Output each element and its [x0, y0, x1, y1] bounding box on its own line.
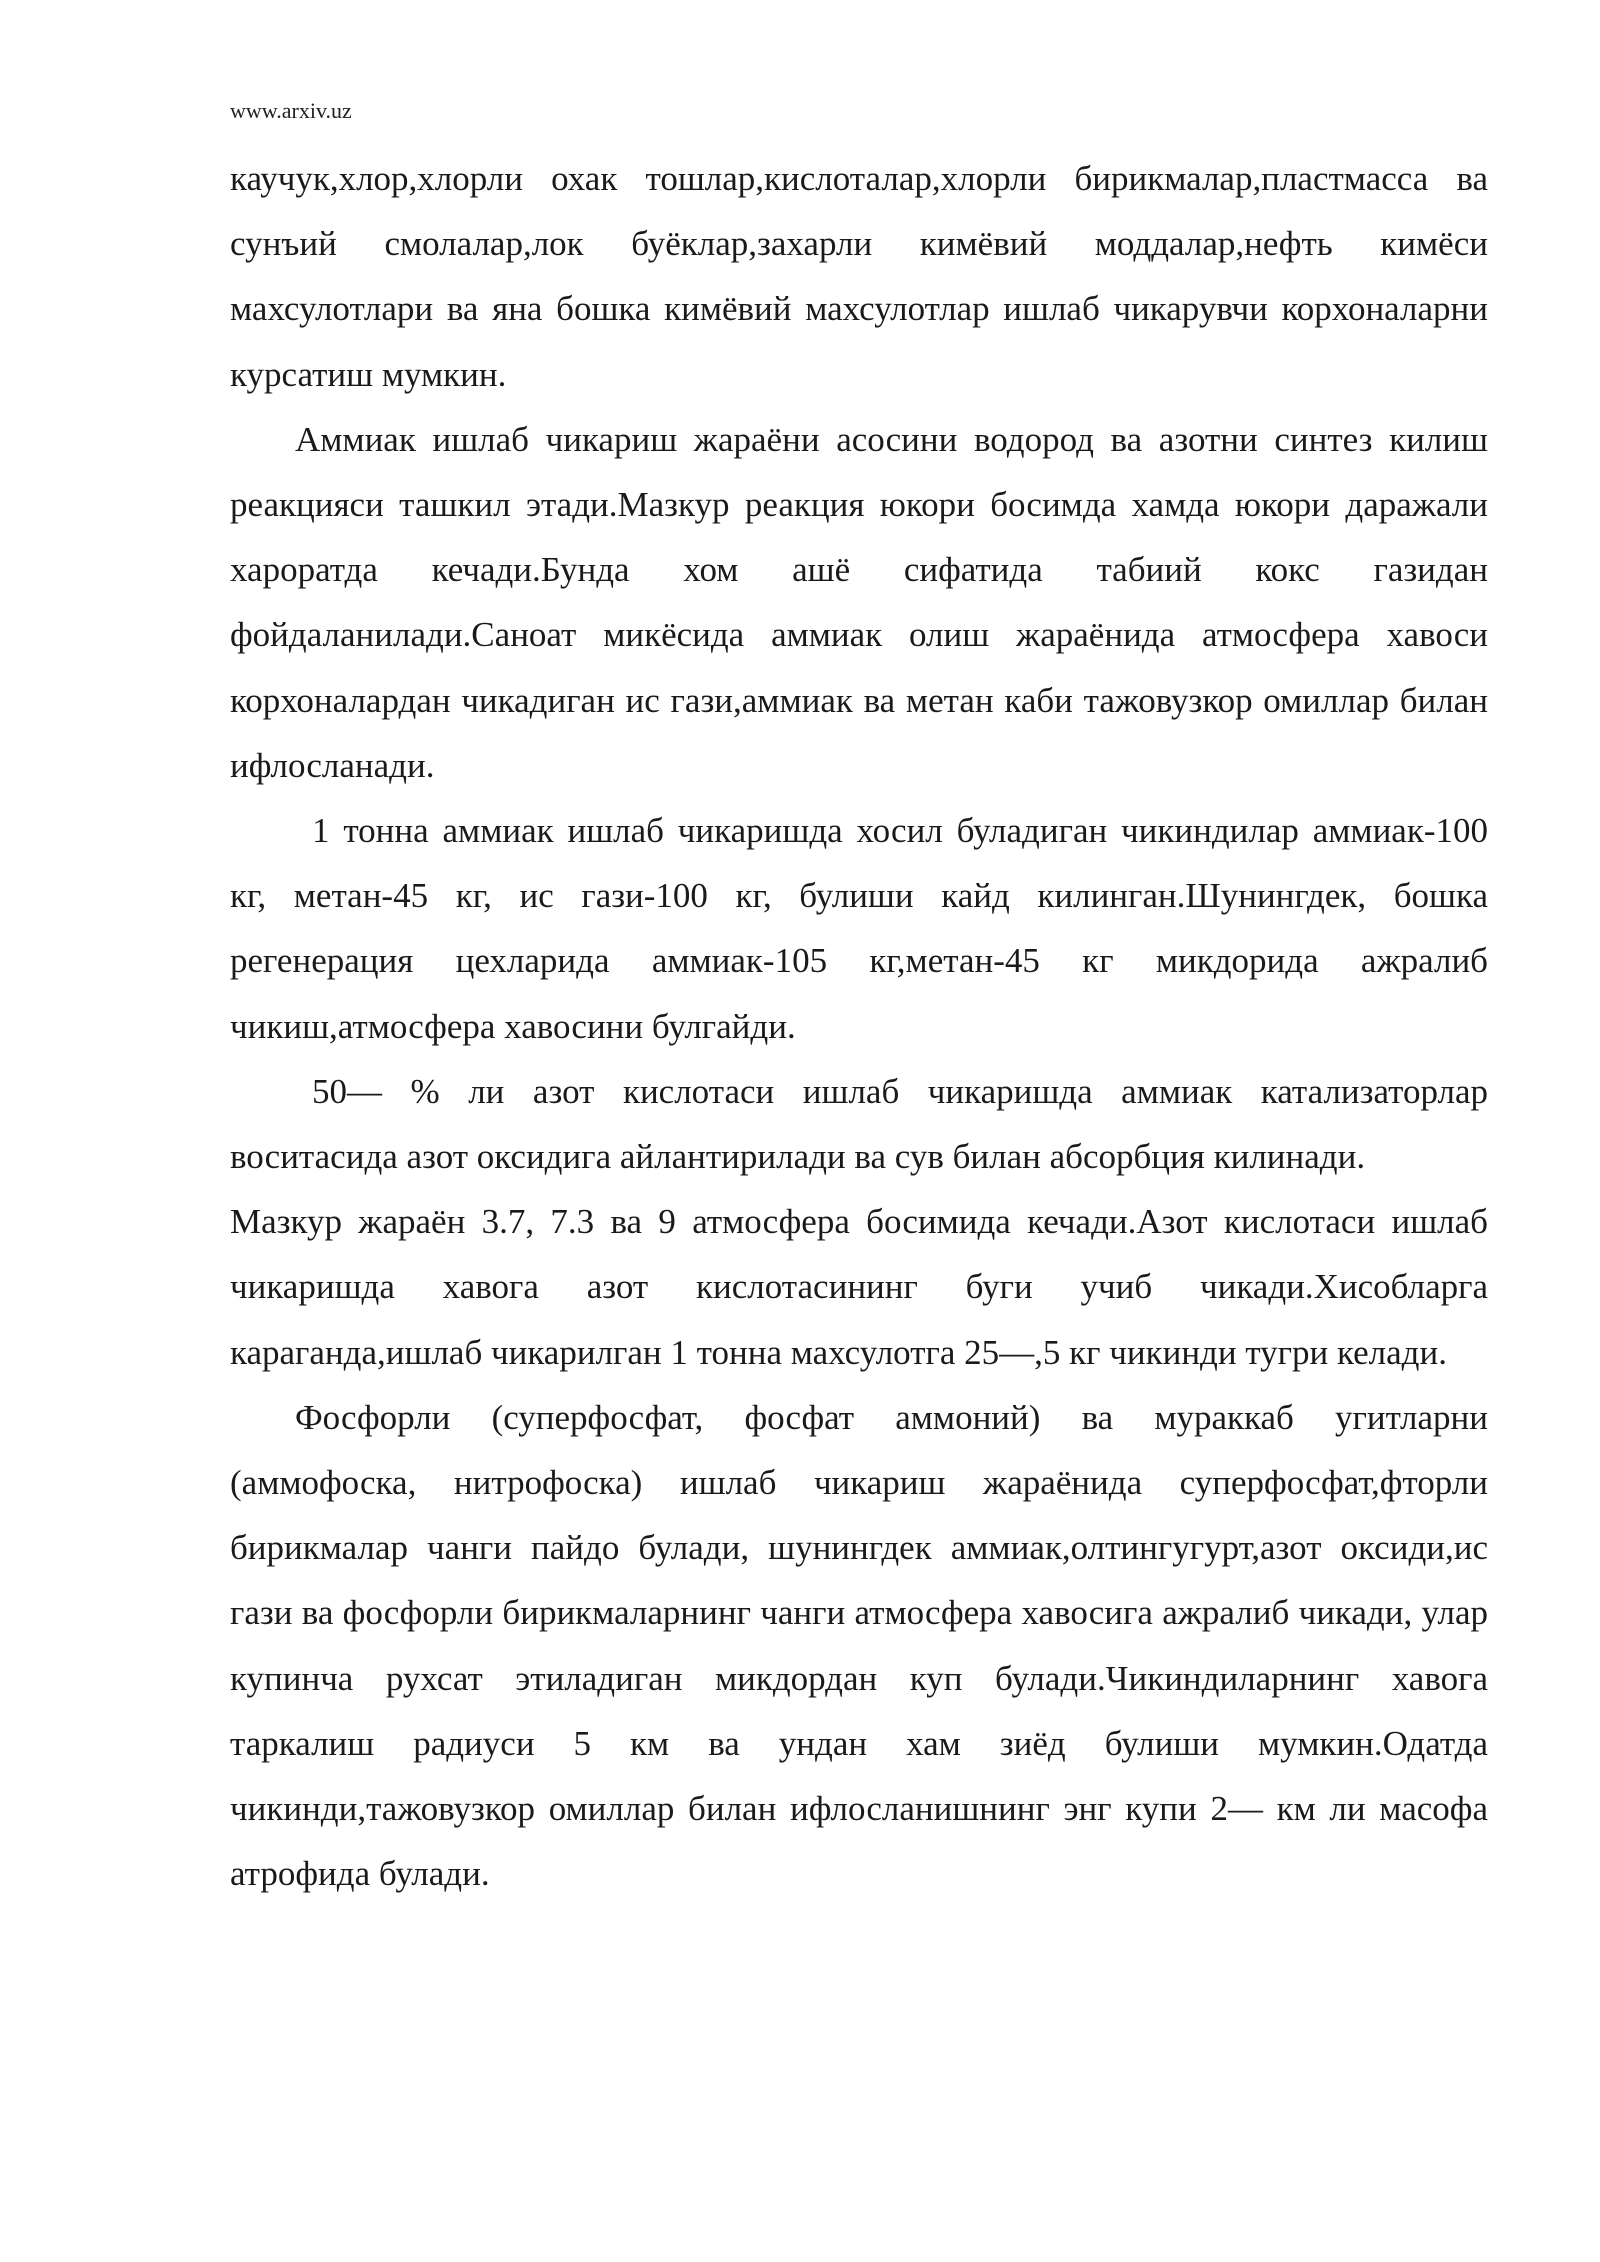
paragraph-nitric-acid: 50— % ли азот кислотаси ишлаб чикаришда аммиак катализаторлар воситасида азот оксидига айлантирилади ва сув билан абсорбция килинади. [230, 1071, 1488, 1177]
paragraph-phosphorus-fertilizers: Фосфорли (суперфосфат, фосфат аммоний) ва мураккаб угитларни (аммофоска, нитрофоска) ишлаб чикариш жараёнида суперфосфат,фторли бирикмалар чанги пайдо булади, шунингдек аммиак,олтингугурт,азот оксиди,ис гази ва фосфорли бирикмаларнинг чанги атмосфера хавосига ажралиб чикади, улар купинча рухсат этиладиган микдордан куп булади.Чикиндиларнинг хавога таркалиш радиуси 5 км ва ундан хам зиёд булиши мумкин.Одатда чикинди,тажовузкор омиллар билан ифлосланишнинг энг купи 2— км ли масофа атрофида булади. [230, 1397, 1488, 1894]
paragraph-chemical-enterprises: каучук,хлор,хлорли охак тошлар,кислоталар,хлорли бирикмалар,пластмасса ва сунъий смолалар,лок буёклар,захарли кимёвий моддалар,нефть кимёси махсулотлари ва яна бошка кимёвий махсулотлар ишлаб чикарувчи корхоналарни курсатиш мумкин. [230, 159, 1488, 394]
paragraph-ammonia-waste: 1 тонна аммиак ишлаб чикаришда хосил буладиган чикиндилар аммиак-100 кг, метан-45 кг, ис гази-100 кг, булиши кайд килинган.Шунингдек, бошка регенерация цехларида аммиак-105 кг,метан-45 кг микдорида ажралиб чикиш,атмосфера хавосини булгайди. [230, 811, 1488, 1046]
header-url: www.arxiv.uz [230, 98, 352, 123]
document-body [230, 146, 1488, 1906]
paragraph-nitric-acid-pressure: Мазкур жараён 3.7, 7.3 ва 9 атмосфера босимида кечади.Азот кислотаси ишлаб чикаришда хавога азот кислотасининг буги учиб чикади.Хисобларга караганда,ишлаб чикарилган 1 тонна махсулотга 25—,5 кг чикинди тугри келади. [230, 1202, 1488, 1372]
paragraph-ammonia-production: Аммиак ишлаб чикариш жараёни асосини водород ва азотни синтез килиш реакцияси ташкил этади.Мазкур реакция юкори босимда хамда юкори даражали хароратда кечади.Бунда хом ашё сифатида табиий кокс газидан фойдаланилади.Саноат микёсида аммиак олиш жараёнида атмосфера хавоси корхоналардан чикадиган ис гази,аммиак ва метан каби тажовузкор омиллар билан ифлосланади. [230, 419, 1488, 785]
